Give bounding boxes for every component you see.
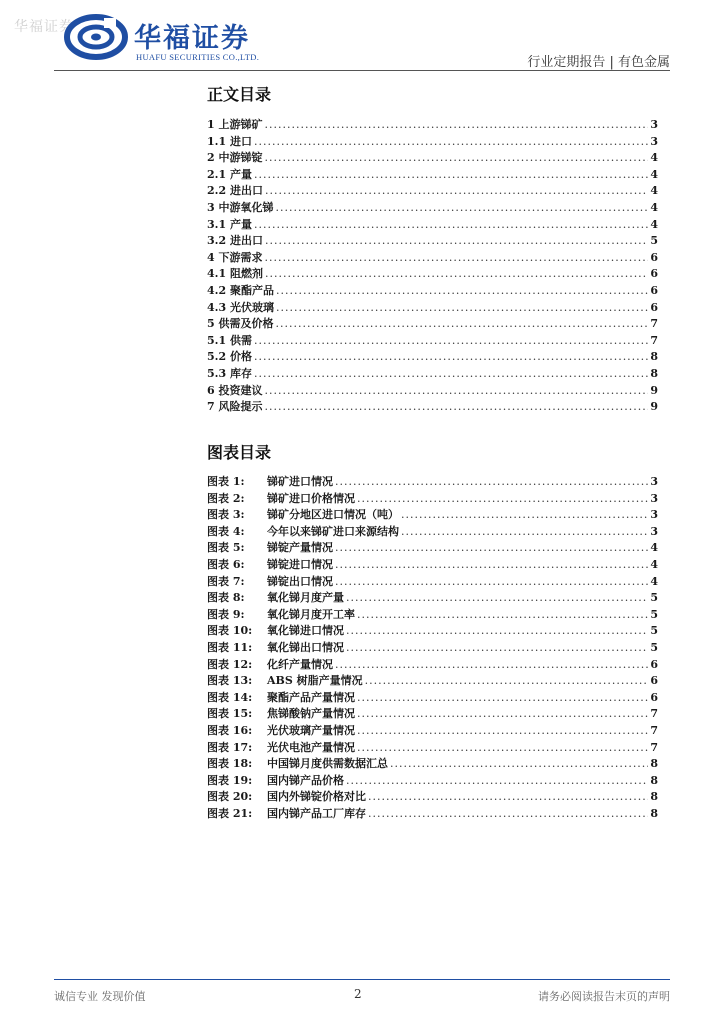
dot-leader — [357, 723, 648, 740]
footer-disclaimer: 请务必阅读报告末页的声明 — [538, 990, 670, 1003]
figure-entry[interactable] — [207, 740, 658, 757]
figure-entry-title: 焦锑酸钠产量情况 — [267, 707, 355, 721]
figure-entry-title: 光伏电池产量情况 — [267, 740, 355, 754]
figure-entry-number: 图表 4: — [207, 524, 245, 538]
toc-title: 正文目录 — [207, 85, 272, 104]
toc-entry-page: 6 — [650, 283, 658, 297]
figure-entry-label — [207, 557, 333, 574]
figure-entry[interactable] — [207, 673, 658, 690]
toc-entry[interactable] — [207, 366, 658, 383]
dot-leader — [335, 557, 648, 574]
toc-entry[interactable] — [207, 217, 658, 234]
figure-entry[interactable] — [207, 623, 658, 640]
toc-entry[interactable] — [207, 233, 658, 250]
company-name-en: HUAFU SECURITIES CO.,LTD. — [136, 52, 260, 62]
toc-entry-page: 7 — [650, 317, 658, 331]
toc-entry-label: 3.1 产量 — [207, 217, 252, 231]
dot-leader — [264, 117, 648, 134]
figure-entry-label — [207, 773, 344, 790]
figure-entry-number: 图表 19: — [207, 773, 253, 787]
dot-leader — [254, 134, 648, 151]
figure-entry-page: 3 — [650, 491, 658, 505]
dot-leader — [254, 349, 648, 366]
figure-entry-page: 7 — [650, 723, 658, 737]
figure-entry-title: 光伏玻璃产量情况 — [267, 723, 355, 737]
dot-leader — [264, 399, 648, 416]
toc-entry-label: 2 中游锑锭 — [207, 151, 263, 165]
figure-entry-page: 3 — [650, 508, 658, 522]
figure-entry-label — [207, 806, 366, 823]
dot-leader — [276, 283, 648, 300]
dot-leader — [335, 574, 648, 591]
figure-entry-number: 图表 12: — [207, 657, 253, 671]
figure-entry[interactable] — [207, 540, 658, 557]
figure-entry-page: 8 — [650, 806, 658, 820]
figure-entry-page: 7 — [650, 740, 658, 754]
figure-entry-label — [207, 590, 344, 607]
toc-entry-page: 4 — [650, 151, 658, 165]
figure-entry-title: ABS 树脂产量情况 — [267, 674, 363, 688]
figure-entry-number: 图表 13: — [207, 674, 253, 688]
dot-leader — [335, 540, 648, 557]
toc-entry[interactable] — [207, 283, 658, 300]
figure-entry-label — [207, 673, 363, 690]
figure-entry-page: 5 — [650, 624, 658, 638]
figure-entry[interactable] — [207, 756, 658, 773]
figure-entry-title: 中国锑月度供需数据汇总 — [267, 757, 388, 771]
toc-entry[interactable] — [207, 250, 658, 267]
toc-entry[interactable] — [207, 150, 658, 167]
figure-entry[interactable] — [207, 789, 658, 806]
toc-entry-page: 3 — [650, 134, 658, 148]
footer-divider — [54, 979, 670, 980]
toc-entry[interactable] — [207, 300, 658, 317]
header-divider — [54, 70, 670, 71]
toc-entry[interactable] — [207, 383, 658, 400]
figure-entry[interactable] — [207, 773, 658, 790]
toc-entry[interactable] — [207, 399, 658, 416]
dot-leader — [264, 383, 648, 400]
dot-leader — [346, 773, 648, 790]
figure-entry-label — [207, 740, 355, 757]
toc-entry-label: 3.2 进出口 — [207, 234, 263, 248]
figure-entry[interactable] — [207, 806, 658, 823]
toc-entry-label: 1.1 进口 — [207, 134, 252, 148]
figure-entry-page: 8 — [650, 757, 658, 771]
toc-entry-label: 4.1 阻燃剂 — [207, 267, 263, 281]
figure-entry-title: 聚酯产品产量情况 — [267, 690, 355, 704]
figure-entry[interactable] — [207, 607, 658, 624]
dot-leader — [254, 167, 648, 184]
figure-entry-page: 3 — [650, 524, 658, 538]
dot-leader — [401, 507, 648, 524]
figure-entry[interactable] — [207, 524, 658, 541]
figure-entry[interactable] — [207, 723, 658, 740]
figure-entry-title: 锑矿进口价格情况 — [267, 491, 355, 505]
footer-slogan: 诚信专业 发现价值 — [54, 990, 146, 1003]
figure-entry[interactable] — [207, 690, 658, 707]
dot-leader — [401, 524, 648, 541]
figure-entry-title: 国内锑产品价格 — [267, 773, 344, 787]
toc-entry-page: 8 — [650, 350, 658, 364]
toc-entry-page: 6 — [650, 267, 658, 281]
figure-entry-label — [207, 706, 355, 723]
toc-entry-page: 3 — [650, 118, 658, 131]
figure-entry-title: 锑矿分地区进口情况（吨） — [267, 508, 399, 522]
figure-entry-number: 图表 5: — [207, 541, 245, 555]
figure-entry-label — [207, 640, 344, 657]
figure-entry[interactable] — [207, 706, 658, 723]
figure-entry-label — [207, 607, 355, 624]
toc-entry-page: 7 — [650, 333, 658, 347]
dot-leader — [357, 740, 648, 757]
dot-leader — [357, 706, 648, 723]
figure-entry-label — [207, 657, 333, 674]
toc-entry-page: 9 — [650, 383, 658, 397]
dot-leader — [357, 690, 648, 707]
figure-entry-title: 氧化锑月度开工率 — [267, 607, 355, 621]
figure-entry-title: 锑锭产量情况 — [267, 541, 333, 555]
toc-entry-page: 4 — [650, 167, 658, 181]
figure-entry-label — [207, 789, 366, 806]
toc-entry[interactable] — [207, 183, 658, 200]
toc-entry-label: 5.2 价格 — [207, 350, 252, 364]
dot-leader — [368, 806, 648, 823]
toc-entry[interactable] — [207, 349, 658, 366]
figure-entry-label — [207, 540, 333, 557]
toc-entry-page: 9 — [650, 400, 658, 414]
figure-entry[interactable] — [207, 590, 658, 607]
figure-entry-page: 4 — [650, 574, 658, 588]
figure-entry-number: 图表 15: — [207, 707, 253, 721]
dot-leader — [254, 333, 648, 350]
dot-leader — [264, 150, 648, 167]
dot-leader — [346, 640, 648, 657]
figure-entry-label — [207, 507, 399, 524]
watermark: 华福证券 — [14, 19, 74, 35]
figure-entry-title: 锑矿进口情况 — [267, 475, 333, 488]
toc-entry-label: 5 供需及价格 — [207, 317, 274, 331]
toc-entry-page: 6 — [650, 300, 658, 314]
toc-entry-label: 3 中游氧化锑 — [207, 200, 274, 214]
figure-entry-title: 氧化锑出口情况 — [267, 640, 344, 654]
figure-entry-number: 图表 18: — [207, 757, 253, 771]
figure-entry-number: 图表 10: — [207, 624, 253, 638]
toc-entry[interactable] — [207, 266, 658, 283]
figure-entry-page: 7 — [650, 707, 658, 721]
figure-entry-page: 3 — [650, 475, 658, 488]
figure-entry-label — [207, 491, 355, 508]
figure-entry[interactable] — [207, 557, 658, 574]
figure-entry-number: 图表 6: — [207, 557, 245, 571]
figure-entry-label — [207, 623, 344, 640]
dot-leader — [390, 756, 648, 773]
toc-entry[interactable] — [207, 316, 658, 333]
report-type: 行业定期报告 | 有色金属 — [527, 55, 670, 70]
toc-entry-label: 4.2 聚酯产品 — [207, 283, 274, 297]
figure-entry-number: 图表 9: — [207, 607, 245, 621]
figures-title: 图表目录 — [207, 443, 272, 462]
dot-leader — [275, 316, 648, 333]
figures-list — [207, 474, 658, 822]
toc-entry[interactable] — [207, 200, 658, 217]
page-number: 2 — [354, 987, 362, 1001]
figure-entry-page: 5 — [650, 591, 658, 605]
toc-entry-label: 4 下游需求 — [207, 250, 263, 264]
toc-entry-page: 4 — [650, 200, 658, 214]
toc-entry-page: 8 — [650, 366, 658, 380]
figure-entry-number: 图表 3: — [207, 508, 245, 522]
dot-leader — [275, 200, 648, 217]
toc-entry-page: 5 — [650, 234, 658, 248]
toc-entry[interactable] — [207, 134, 658, 151]
dot-leader — [265, 266, 648, 283]
figure-entry-page: 5 — [650, 607, 658, 621]
toc-entry[interactable] — [207, 167, 658, 184]
dot-leader — [335, 657, 648, 674]
dot-leader — [346, 623, 648, 640]
toc-entry-page: 6 — [650, 250, 658, 264]
dot-leader — [365, 673, 649, 690]
dot-leader — [254, 366, 648, 383]
figure-entry[interactable] — [207, 507, 658, 524]
figure-entry[interactable] — [207, 474, 658, 491]
figure-entry[interactable] — [207, 640, 658, 657]
toc-entry[interactable] — [207, 117, 658, 134]
figure-entry-label — [207, 723, 355, 740]
figure-entry-label — [207, 524, 399, 541]
figure-entry-title: 国内锑产品工厂库存 — [267, 806, 366, 820]
figure-entry-number: 图表 21: — [207, 806, 253, 820]
toc-entry-label: 4.3 光伏玻璃 — [207, 300, 274, 314]
figure-entry-title: 锑锭进口情况 — [267, 557, 333, 571]
dot-leader — [254, 217, 648, 234]
figure-entry-number: 图表 2: — [207, 491, 245, 505]
figure-entry-title: 今年以来锑矿进口来源结构 — [267, 524, 399, 538]
figure-entry-number: 图表 7: — [207, 574, 245, 588]
toc-entry-label: 5.3 库存 — [207, 366, 252, 380]
figure-entry-label — [207, 756, 388, 773]
toc-entry-page: 4 — [650, 217, 658, 231]
figure-entry-page: 6 — [650, 690, 658, 704]
figure-entry-title: 氧化锑月度产量 — [267, 591, 344, 605]
figure-entry-label — [207, 474, 333, 491]
dot-leader — [357, 491, 648, 508]
figure-entry-title: 氧化锑进口情况 — [267, 624, 344, 638]
dot-leader — [346, 590, 648, 607]
figure-entry-page: 6 — [650, 657, 658, 671]
figure-entry-page: 5 — [650, 640, 658, 654]
figure-entry-title: 国内外锑锭价格对比 — [267, 790, 366, 804]
figure-entry-title: 锑锭出口情况 — [267, 574, 333, 588]
figure-entry-number: 图表 11: — [207, 640, 253, 654]
toc-entry-label: 1 上游锑矿 — [207, 118, 263, 131]
figure-entry-number: 图表 8: — [207, 591, 245, 605]
toc-entry-label: 6 投资建议 — [207, 383, 263, 397]
toc-entry-label: 2.1 产量 — [207, 167, 252, 181]
figure-entry-number: 图表 16: — [207, 723, 253, 737]
figure-entry[interactable] — [207, 574, 658, 591]
figure-entry-label — [207, 574, 333, 591]
toc-entry[interactable] — [207, 333, 658, 350]
dot-leader — [264, 250, 648, 267]
figure-entry-page: 6 — [650, 674, 658, 688]
figure-entry-page: 4 — [650, 557, 658, 571]
toc-entry-label: 7 风险提示 — [207, 400, 263, 414]
dot-leader — [357, 607, 648, 624]
figure-entry-page: 8 — [650, 790, 658, 804]
figure-entry-page: 4 — [650, 541, 658, 555]
toc-entry-label: 2.2 进出口 — [207, 184, 263, 198]
figure-entry-number: 图表 20: — [207, 790, 253, 804]
toc-entry-label: 5.1 供需 — [207, 333, 252, 347]
figure-entry-number: 图表 1: — [207, 475, 245, 488]
dot-leader — [265, 233, 648, 250]
figure-entry-page: 8 — [650, 773, 658, 787]
dot-leader — [265, 183, 648, 200]
dot-leader — [276, 300, 648, 317]
toc-list — [207, 117, 658, 416]
toc-entry-page: 4 — [650, 184, 658, 198]
figure-entry[interactable] — [207, 491, 658, 508]
figure-entry-label — [207, 690, 355, 707]
dot-leader — [335, 474, 648, 491]
figure-entry-number: 图表 17: — [207, 740, 253, 754]
figure-entry[interactable] — [207, 657, 658, 674]
figure-entry-title: 化纤产量情况 — [267, 657, 333, 671]
company-name-cn: 华福证券 — [134, 23, 250, 54]
dot-leader — [368, 789, 648, 806]
figure-entry-number: 图表 14: — [207, 690, 253, 704]
logo-emblem-icon — [64, 14, 128, 60]
